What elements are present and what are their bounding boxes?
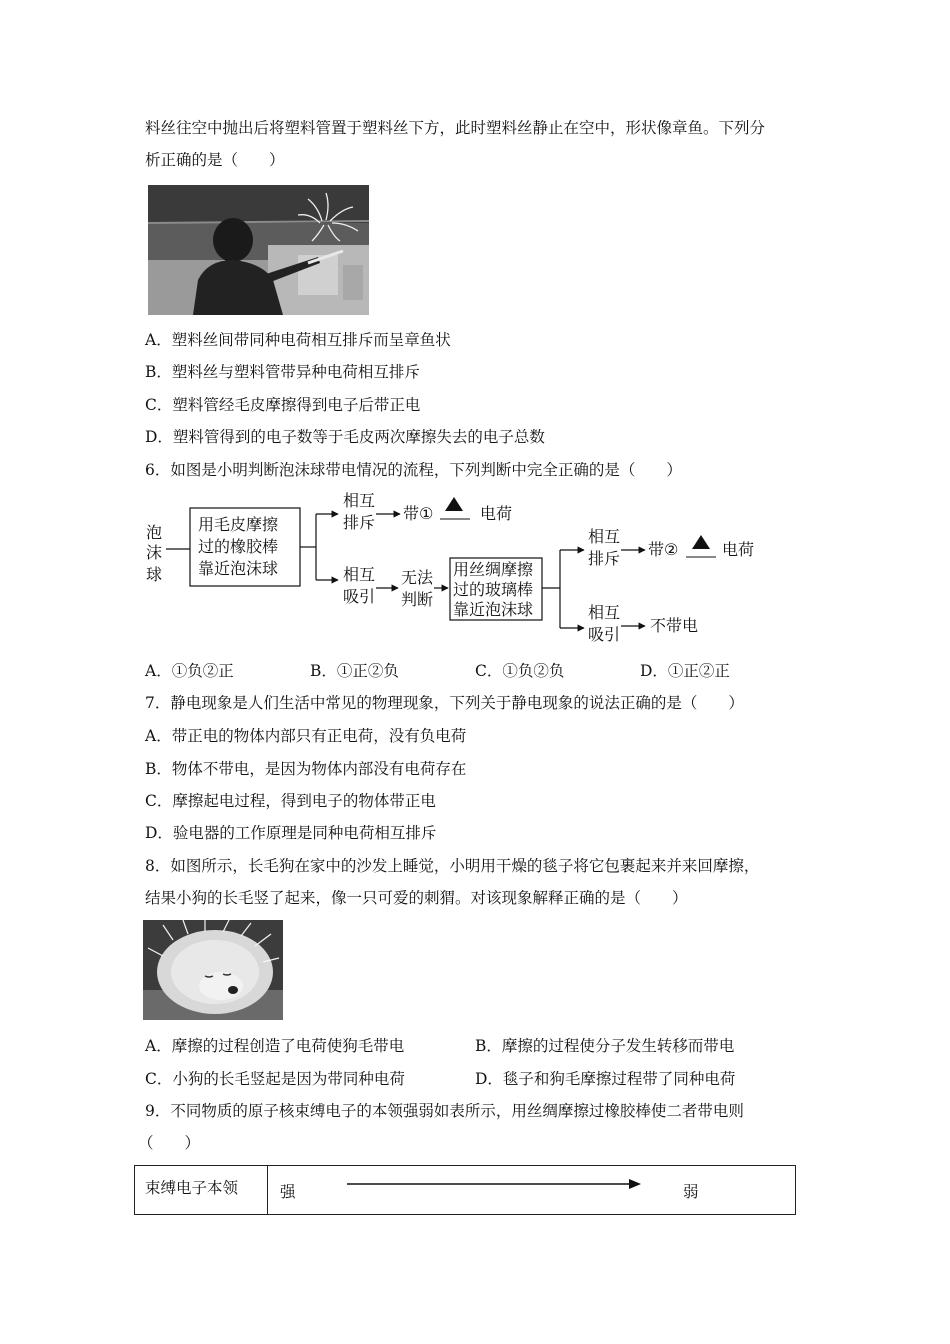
q7-option-a: A．带正电的物体内部只有正电荷，没有负电荷 bbox=[145, 727, 467, 745]
q6-option-b: B．①正②负 bbox=[310, 662, 399, 680]
q7-option-c: C．摩擦起电过程，得到电子的物体带正电 bbox=[145, 792, 436, 810]
flow-box2-line2: 过的玻璃棒 bbox=[453, 580, 534, 599]
q7-option-d: D．验电器的工作原理是同种电荷相互排斥 bbox=[145, 824, 437, 842]
flow-repel1-line2: 排斥 bbox=[343, 513, 376, 532]
q9-stem-line1: 9．不同物质的原子核束缚电子的本领强弱如表所示，用丝绸摩擦过橡胶棒使二者带电则 bbox=[145, 1102, 744, 1120]
q5-stem-line1: 料丝往空中抛出后将塑料管置于塑料丝下方，此时塑料丝静止在空中，形状像章鱼。下列分 bbox=[145, 119, 766, 137]
flow-box2-line3: 靠近泡沫球 bbox=[453, 600, 534, 619]
flow-start-char2: 沫 bbox=[146, 543, 163, 562]
q5-photo-plastic-octopus bbox=[148, 185, 369, 315]
flow-uncharged: 不带电 bbox=[650, 616, 699, 635]
flow-result2-suffix: 电荷 bbox=[722, 540, 755, 559]
flow-cannot-line2: 判断 bbox=[401, 590, 434, 609]
q6-option-a: A．①负②正 bbox=[145, 662, 234, 680]
flow-box1-line3: 靠近泡沫球 bbox=[198, 559, 279, 578]
q9-stem-line2: （ ） bbox=[138, 1134, 201, 1152]
q9-table-header: 束缚电子本领 bbox=[135, 1166, 268, 1214]
q5-option-d: D．塑料管得到的电子数等于毛皮两次摩擦失去的电子总数 bbox=[145, 428, 545, 446]
flow-attract1-line2: 吸引 bbox=[343, 587, 376, 606]
flow-start-char1: 泡 bbox=[146, 523, 163, 542]
flow-result1-prefix: 带① bbox=[403, 504, 434, 523]
flow-blank2-triangle bbox=[692, 535, 710, 549]
flow-box2-line1: 用丝绸摩擦 bbox=[453, 560, 534, 579]
q8-option-d: D．毯子和狗毛摩擦过程带了同种电荷 bbox=[475, 1070, 736, 1088]
q8-option-a: A．摩擦的过程创造了电荷使狗毛带电 bbox=[145, 1037, 405, 1055]
q5-stem-line2: 析正确的是（ ） bbox=[145, 151, 285, 169]
flow-repel1-line1: 相互 bbox=[343, 491, 376, 510]
q9-table-arrow bbox=[345, 1174, 645, 1194]
flow-blank1-triangle bbox=[445, 497, 463, 511]
flow-box1-line1: 用毛皮摩擦 bbox=[198, 515, 279, 534]
q6-option-c: C．①负②负 bbox=[475, 662, 565, 680]
flow-result1-suffix: 电荷 bbox=[480, 504, 513, 523]
q9-binding-table bbox=[134, 1165, 796, 1215]
q8-option-b: B．摩擦的过程使分子发生转移而带电 bbox=[475, 1037, 735, 1055]
q9-table-strong: 强 bbox=[280, 1183, 296, 1201]
q8-photo-fluffy-dog bbox=[143, 920, 283, 1020]
flow-attract2-line2: 吸引 bbox=[588, 625, 621, 644]
q5-option-b: B．塑料丝与塑料管带异种电荷相互排斥 bbox=[145, 363, 420, 381]
q8-stem-line2: 结果小狗的长毛竖了起来，像一只可爱的刺猬。对该现象解释正确的是（ ） bbox=[145, 889, 688, 907]
flow-result2-prefix: 带② bbox=[648, 540, 679, 559]
q8-option-c: C．小狗的长毛竖起是因为带同种电荷 bbox=[145, 1070, 405, 1088]
flow-cannot-line1: 无法 bbox=[401, 568, 434, 587]
q6-stem: 6．如图是小明判断泡沫球带电情况的流程，下列判断中完全正确的是（ ） bbox=[145, 461, 682, 479]
flow-attract2-line1: 相互 bbox=[588, 603, 621, 622]
q9-table-weak: 弱 bbox=[683, 1183, 699, 1201]
flow-start-char3: 球 bbox=[146, 565, 163, 584]
flow-attract1-line1: 相互 bbox=[343, 565, 376, 584]
q5-option-c: C．塑料管经毛皮摩擦得到电子后带正电 bbox=[145, 396, 421, 414]
flow-repel2-line1: 相互 bbox=[588, 527, 621, 546]
q8-stem-line1: 8．如图所示，长毛狗在家中的沙发上睡觉，小明用干燥的毯子将它包裹起来并来回摩擦， bbox=[145, 857, 760, 875]
flow-repel2-line2: 排斥 bbox=[588, 549, 621, 568]
q6-flowchart bbox=[138, 488, 778, 653]
q7-stem: 7．静电现象是人们生活中常见的物理现象，下列关于静电现象的说法正确的是（ ） bbox=[145, 694, 744, 712]
q5-option-a: A．塑料丝间带同种电荷相互排斥而呈章鱼状 bbox=[145, 331, 451, 349]
q6-option-d: D．①正②正 bbox=[640, 662, 730, 680]
q7-option-b: B．物体不带电，是因为物体内部没有电荷存在 bbox=[145, 760, 467, 778]
flow-box1-line2: 过的橡胶棒 bbox=[198, 537, 279, 556]
